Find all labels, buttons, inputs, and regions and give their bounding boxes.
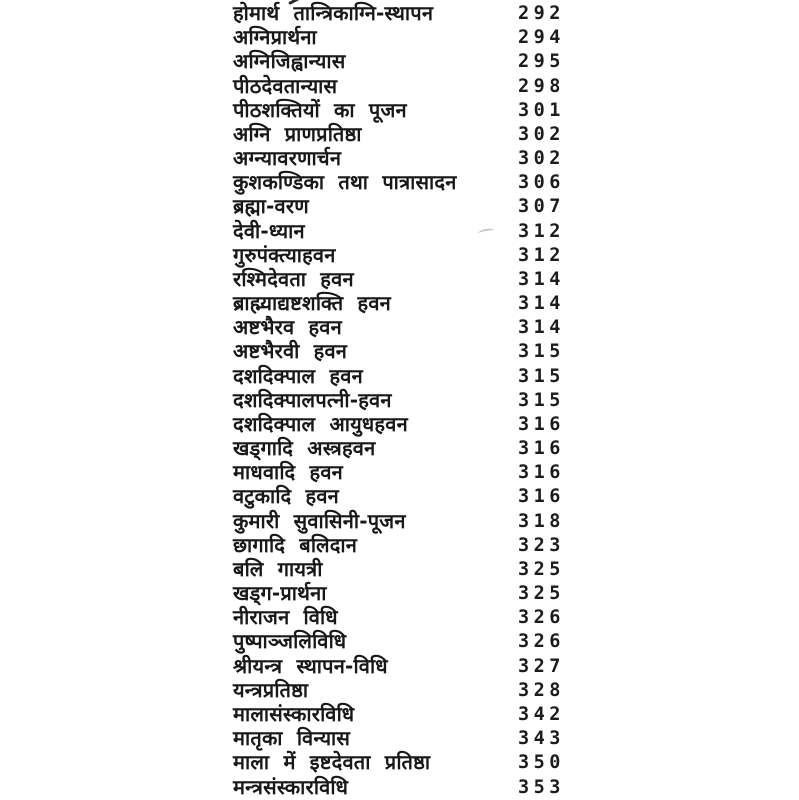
toc-row: [0, 49, 799, 73]
toc-entry-page-number: 326: [518, 631, 565, 653]
toc-row: [0, 243, 799, 267]
toc-entry-title: खड्ग-प्रार्थना: [233, 581, 327, 606]
toc-entry-page-number: 325: [518, 558, 565, 580]
toc-entry-page-number: 315: [518, 365, 565, 387]
toc-row: [0, 25, 799, 49]
toc-entry-page-number: 327: [518, 655, 565, 677]
toc-entry-title: माला में इष्टदेवता प्रतिष्ठा: [233, 750, 431, 775]
toc-row: [0, 629, 799, 653]
toc-entry-page-number: 301: [518, 99, 565, 121]
toc-entry-title: दशदिक्पाल हवन: [233, 363, 363, 388]
toc-entry-page-number: 316: [518, 413, 565, 435]
toc-entry-page-number: 314: [518, 317, 565, 339]
toc-entry-page-number: 326: [518, 607, 565, 629]
toc-row: [0, 460, 799, 484]
toc-entry-title: पीठशक्तियों का पूजन: [233, 97, 407, 122]
toc-row: [0, 219, 799, 243]
toc-entry-page-number: 316: [518, 438, 565, 460]
toc-entry-title: मालासंस्कारविधि: [233, 701, 355, 726]
toc-row: [0, 533, 799, 557]
toc-row: [0, 339, 799, 363]
toc-entry-title: अष्टभैरव हवन: [233, 315, 342, 340]
toc-entry-title: गुरुपंक्त्याहवन: [233, 242, 336, 267]
toc-entry-title: नीराजन विधि: [233, 605, 338, 630]
toc-row: [0, 98, 799, 122]
toc-entry-title: माधवादि हवन: [233, 460, 343, 485]
toc-row: [0, 122, 799, 146]
toc-entry-page-number: 314: [518, 293, 565, 315]
toc-row: [0, 654, 799, 678]
toc-entry-page-number: 302: [518, 148, 565, 170]
toc-row: [0, 194, 799, 218]
toc-entry-title: अग्निजिह्वान्यास: [233, 49, 346, 74]
toc-row: [0, 267, 799, 291]
toc-row: [0, 509, 799, 533]
toc-entry-title: छागादि बलिदान: [233, 532, 358, 557]
toc-entry-page-number: 302: [518, 123, 565, 145]
toc-row: [0, 388, 799, 412]
toc-row: [0, 775, 799, 799]
toc-row: [0, 436, 799, 460]
toc-entry-page-number: 294: [518, 27, 565, 49]
toc-entry-page-number: 312: [518, 220, 565, 242]
toc-row: [0, 605, 799, 629]
toc-entry-page-number: 312: [518, 244, 565, 266]
toc-row: [0, 1, 799, 25]
toc-entry-page-number: 298: [518, 75, 565, 97]
toc-entry-title: अग्निप्रार्थना: [233, 25, 317, 50]
toc-entry-page-number: 306: [518, 172, 565, 194]
toc-entry-title: यन्त्रप्रतिष्ठा: [233, 677, 309, 702]
toc-entry-title: कुमारी सुवासिनी-पूजन: [233, 508, 406, 533]
toc-entry-title: बलि गायत्री: [233, 556, 323, 581]
toc-entry-title: होमार्थ तान्त्रिकाग्नि-स्थापन: [233, 1, 434, 25]
toc-entry-page-number: 343: [518, 728, 565, 750]
toc-entry-page-number: 314: [518, 268, 565, 290]
toc-entry-page-number: 315: [518, 341, 565, 363]
toc-row: [0, 146, 799, 170]
toc-entry-page-number: 295: [518, 51, 565, 73]
toc-entry-title: ब्रह्मा-वरण: [233, 194, 309, 219]
toc-row: [0, 557, 799, 581]
toc-entry-title: वटुकादि हवन: [233, 484, 339, 509]
toc-row: [0, 315, 799, 339]
toc-entry-page-number: 318: [518, 510, 565, 532]
toc-entry-page-number: 342: [518, 703, 565, 725]
toc-row: [0, 750, 799, 774]
toc-entry-page-number: 325: [518, 583, 565, 605]
toc-row: [0, 291, 799, 315]
toc-entry-page-number: 315: [518, 389, 565, 411]
toc-entry-page-number: 323: [518, 534, 565, 556]
toc-row: [0, 581, 799, 605]
toc-row: [0, 412, 799, 436]
toc-entry-title: मातृका विन्यास: [233, 726, 351, 751]
toc-row: [0, 74, 799, 98]
toc-entry-title: पुष्पाञ्जलिविधि: [233, 629, 347, 654]
toc-entry-title: दशदिक्पालपत्नी-हवन: [233, 387, 392, 412]
toc-row: [0, 678, 799, 702]
toc-entry-page-number: 292: [518, 3, 565, 24]
toc-entry-title: कुशकण्डिका तथा पात्रासादन: [233, 170, 457, 195]
toc-entry-title: पीठदेवतान्यास: [233, 73, 338, 98]
toc-row: [0, 702, 799, 726]
toc-row: [0, 364, 799, 388]
toc-entry-page-number: 350: [518, 752, 565, 774]
toc-entry-title: श्रीयन्त्र स्थापन-विधि: [233, 653, 388, 678]
toc-list: [0, 1, 799, 799]
toc-entry-page-number: 316: [518, 462, 565, 484]
toc-entry-page-number: 328: [518, 679, 565, 701]
toc-entry-page-number: 353: [518, 776, 565, 798]
toc-entry-title: खड्गादि अस्त्रहवन: [233, 436, 376, 461]
toc-entry-title: दशदिक्पाल आयुधहवन: [233, 411, 408, 436]
toc-entry-title: ब्राह्म्याद्यष्टशक्ति हवन: [233, 291, 391, 316]
toc-entry-title: अष्टभैरवी हवन: [233, 339, 348, 364]
toc-entry-title: देवी-ध्यान: [233, 218, 305, 243]
toc-row: [0, 484, 799, 508]
toc-entry-page-number: 316: [518, 486, 565, 508]
toc-row: [0, 170, 799, 194]
toc-entry-title: रश्मिदेवता हवन: [233, 266, 354, 291]
toc-entry-title: मन्त्रसंस्कारविधि: [233, 774, 349, 799]
toc-row: [0, 726, 799, 750]
toc-entry-page-number: 307: [518, 196, 565, 218]
toc-entry-title: अग्न्यावरणार्चन: [233, 146, 342, 171]
toc-entry-title: अग्नि प्राणप्रतिष्ठा: [233, 121, 362, 146]
